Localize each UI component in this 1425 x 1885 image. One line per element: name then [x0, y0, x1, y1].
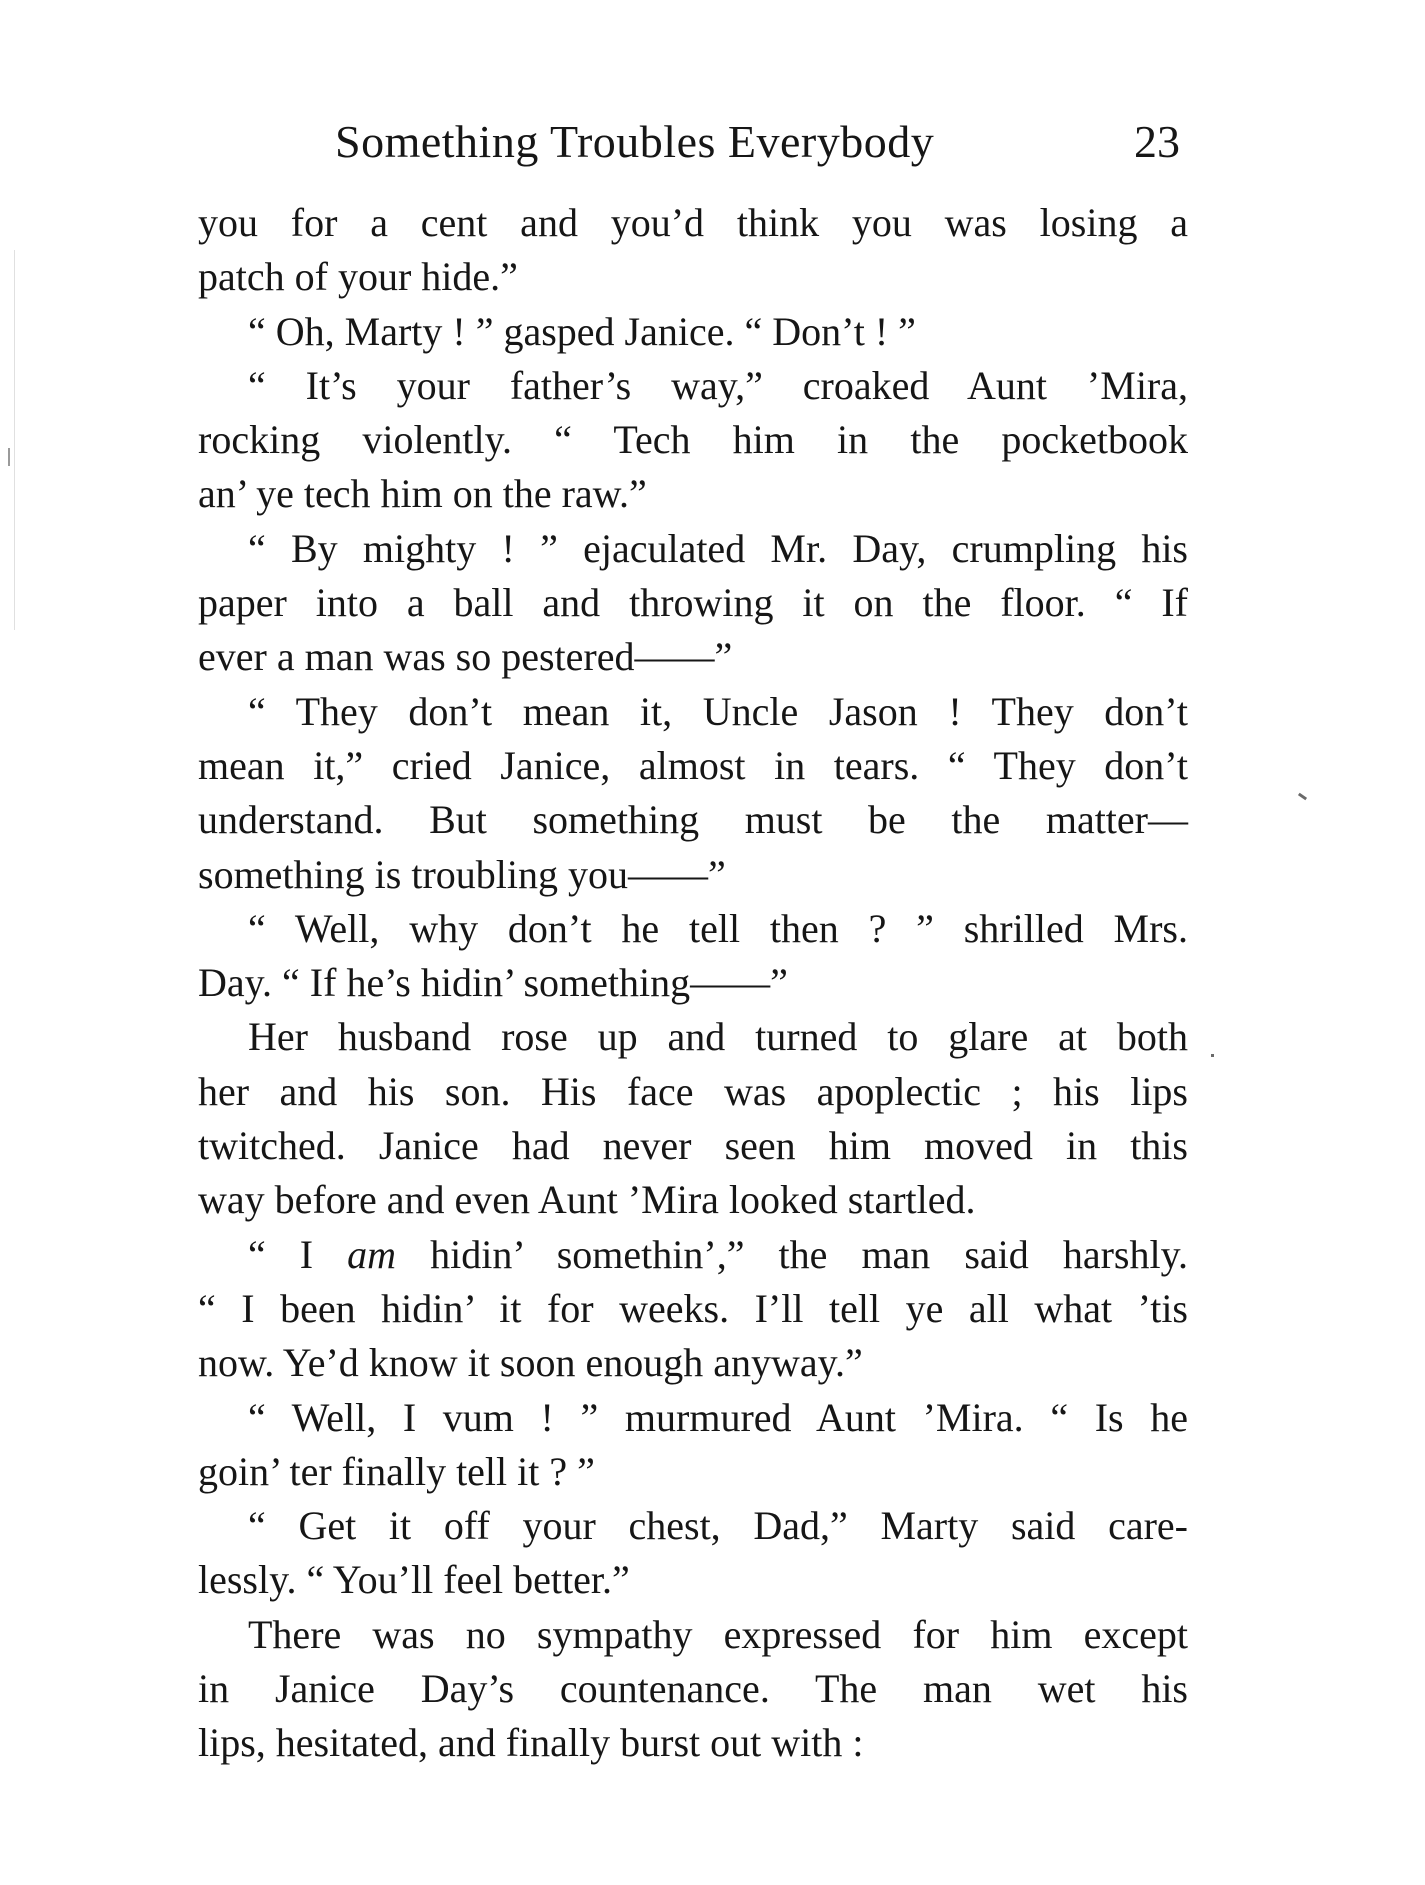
text-line: Day. “ If he’s hidin’ something——”: [198, 960, 788, 1006]
text-line: “ I am hidin’ somethin’,” the man said harshly.: [248, 1231, 1188, 1277]
text-line: “ Well, why don’t he tell then ? ” shrilled Mrs.: [248, 905, 1188, 951]
scan-edge: [14, 250, 15, 630]
text-line: ever a man was so pestered——”: [198, 634, 733, 680]
text-line: lips, hesitated, and finally burst out with :: [198, 1720, 864, 1766]
text-line: now. Ye’d know it soon enough anyway.”: [198, 1340, 863, 1386]
text-line: goin’ ter finally tell it ? ”: [198, 1448, 595, 1494]
page-number: 23: [1134, 116, 1180, 167]
text-line: “ Well, I vum ! ” murmured Aunt ’Mira. “ Is he: [248, 1394, 1188, 1440]
text-line: something is troubling you——”: [198, 851, 726, 897]
text-line: way before and even Aunt ’Mira looked startled.: [198, 1177, 976, 1223]
text-line: “ I been hidin’ it for weeks. I’ll tell ye all what ’tis: [198, 1285, 1188, 1331]
body-text: [198, 196, 1188, 1771]
text-line: in Janice Day’s countenance. The man wet his: [198, 1666, 1188, 1712]
text-line: twitched. Janice had never seen him moved in this: [198, 1123, 1188, 1169]
text-line: you for a cent and you’d think you was losing a: [198, 200, 1188, 245]
text-line: her and his son. His face was apoplectic ; his lips: [198, 1068, 1188, 1114]
chapter-title: Something Troubles Everybody: [335, 116, 935, 167]
text-line: rocking violently. “ Tech him in the pocketbook: [198, 417, 1188, 463]
scan-speck: [1211, 1054, 1214, 1057]
scan-speck: [8, 448, 10, 466]
text-line: Her husband rose up and turned to glare at both: [248, 1014, 1188, 1060]
text-line: “ Oh, Marty ! ” gasped Janice. “ Don’t ! ”: [248, 308, 916, 354]
text-line: There was no sympathy expressed for him except: [248, 1611, 1188, 1657]
text-line: mean it,” cried Janice, almost in tears. “ They don’t: [198, 742, 1188, 788]
text-line: “ Get it off your chest, Dad,” Marty said care-: [248, 1503, 1188, 1549]
scan-speck: [1298, 793, 1307, 801]
running-header: [200, 112, 1200, 182]
text-line: paper into a ball and throwing it on the floor. “ If: [198, 580, 1188, 626]
text-line: an’ ye tech him on the raw.”: [198, 471, 647, 517]
text-line: patch of your hide.”: [198, 254, 518, 300]
text-line: understand. But something must be the matter—: [198, 797, 1188, 843]
text-line: “ They don’t mean it, Uncle Jason ! They don’t: [248, 688, 1188, 734]
text-line: “ By mighty ! ” ejaculated Mr. Day, crumpling his: [248, 525, 1188, 571]
text-line: lessly. “ You’ll feel better.”: [198, 1557, 630, 1603]
emphasized-word: am: [347, 1231, 397, 1277]
text-line: “ It’s your father’s way,” croaked Aunt ’Mira,: [248, 362, 1188, 408]
